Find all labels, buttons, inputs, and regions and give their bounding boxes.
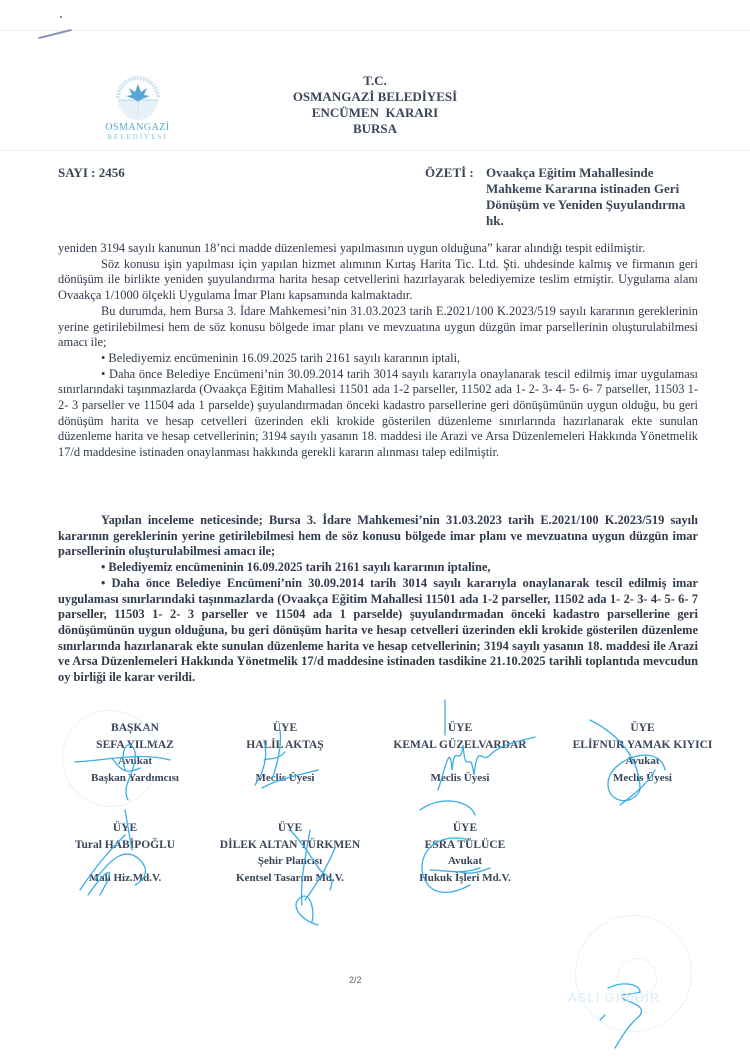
leaf-emblem-icon <box>112 72 164 122</box>
paragraph-bullet-cancel: • Belediyemiz encümeninin 16.09.2025 tarih 2161 sayılı kararının iptali, <box>101 350 461 365</box>
stamp-ring-chairman <box>62 710 159 807</box>
signatory-member-2 <box>375 720 545 786</box>
signatory-title <box>225 753 345 770</box>
signatory-title: Avukat <box>117 755 153 767</box>
signatory-role: BAŞKAN <box>111 722 159 734</box>
signatory-role: ÜYE <box>452 822 478 834</box>
signatory-member-3 <box>555 720 730 786</box>
paragraph-bullet-return: • Daha önce Belediye Encümeni’nin 30.09.2014 tarih 3014 sayılı kararıyla onaylanarak tescil edilmiş imar uygulaması sınırlarındaki taşınmazlarda (Ovaakça Eğitim Mahallesi 11501 ada 1-2 parseller, 11502 ada 1- 2- 3- 4- 5- 6- 7 parseller, 11503 1- 2- 3 parseller ve 11504 ada 1 parselde) şuyulandırmadan önceki kadastro parsellerine geri dönüşümünün uygun olduğu, bu geri dönüşüm harita ve hesap cetvelleri üzerinden ekli krokide gösterilen düzenleme sınırlarında hazırlanarak ekte sunulan düzenleme harita ve hesap cetvellerinin; 3194 sayılı yasanın 18. maddesi ile Arazi ve Arsa Düzenlemeleri Hakkında Yönetmelik 17/d maddesine istinaden onaylanması hakkında gerekli kararın alınması talep edilmiştir. <box>58 366 698 460</box>
signatory-title: Avukat <box>625 755 660 767</box>
decision-number: SAYI : 2456 <box>58 165 125 180</box>
header-line-city: BURSA <box>352 121 398 136</box>
signatory-role: ÜYE <box>277 822 303 834</box>
paragraph-continuation: yeniden 3194 sayılı kanunun 18’nci madde düzenlemesi yapılmasının uygun olduğuna” karar alındığı tespit edilmiştir. <box>58 241 646 255</box>
signatory-position: Hukuk İşleri Md.V. <box>419 871 511 884</box>
signatory-name: KEMAL GÜZELVARDAR <box>393 738 527 751</box>
header-line-title: ENCÜMEN KARARI <box>311 105 439 120</box>
decision-bullet-approve: • Daha önce Belediye Encümeni’nin 30.09.2014 tarih 3014 sayılı kararıyla onaylanarak tescil edilmiş imar uygulaması sınırlarındaki taşınmazlarda (Ovaakça Eğitim Mahallesi 11501 ada 1-2 parseller, 11502 ada 1- 2- 3- 4- 5- 6- 7 parseller, 11503 1- 2- 3 parseller ve 11504 ada 1 parselde) şuyulandırmadan önceki kadastro parsellerine geri dönüşümünün uygun olduğuna, bu geri dönüşüm harita ve hesap cetvelleri üzerinden ekli krokide gösterilen düzenleme sınırlarında hazırlanarak ekte sunulan düzenleme harita ve hesap cetvellerinin; 3194 sayılı yasanın 18. maddesi ile Arazi ve Arsa Düzenlemeleri Hakkında Yönetmelik 17/d maddesine istinaden tasdikine 21.10.2025 tarihli toplantıda mevcudun oy birliği ile karar verildi. <box>58 575 698 685</box>
body-paragraphs <box>58 241 698 461</box>
signatory-name: ESRA TÜLÜCE <box>424 838 506 851</box>
document-header <box>280 73 470 137</box>
signatory-position: Mali Hiz.Md.V. <box>88 871 162 884</box>
decision-intro: Yapılan inceleme neticesinde; Bursa 3. İdare Mahkemesi’nin 31.03.2023 tarih E.2021/100 K.2023/519 sayılı kararının gereklerinin yerine getirilebilmesi hem de söz konusu bölgede imar planı ve mevzuatına uygun düzgün imar parsellerinin oluşturulabilmesi amacı ile; <box>58 513 698 559</box>
decision-block <box>58 513 698 686</box>
pen-dot-mark <box>60 16 62 18</box>
signatory-title <box>60 853 190 870</box>
page-number: 2/2 <box>349 975 362 985</box>
signatory-position: Başkan Yardımcısı <box>91 771 179 784</box>
summary-label: ÖZETİ : <box>425 165 474 180</box>
signatory-name: Tural HABİPOĞLU <box>74 838 176 851</box>
signatory-position: Kentsel Tasarım Md.V. <box>236 871 344 884</box>
signatory-role: ÜYE <box>112 822 138 834</box>
logo-subtitle: BELEDİYESİ <box>107 133 168 141</box>
logo-name: OSMANGAZİ <box>105 122 170 133</box>
signatory-role: ÜYE <box>447 722 473 734</box>
signatory-title: Avukat <box>447 855 483 867</box>
signatory-title: Şehir Plancısı <box>257 855 323 867</box>
municipality-logo <box>100 72 175 152</box>
signatory-name: DİLEK ALTAN TÜRKMEN <box>219 838 361 851</box>
signatory-position: Meclis Üyesi <box>255 771 315 784</box>
signatory-title <box>375 753 545 770</box>
signatory-name: SEFA YILMAZ <box>96 738 174 751</box>
decision-bullet-cancel: • Belediyemiz encümeninin 16.09.2025 tarih 2161 sayılı kararının iptaline, <box>101 560 491 575</box>
signatory-role: ÜYE <box>272 722 298 734</box>
signatory-position: Meclis Üyesi <box>430 771 490 784</box>
signatory-role: ÜYE <box>630 722 655 734</box>
signatory-member-1 <box>225 720 345 786</box>
header-line-tc: T.C. <box>363 73 387 88</box>
paragraph-service: Söz konusu işin yapılması için yapılan hizmet alımının Kırtaş Harita Tic. Ltd. Şti. uhdesinde kalmış ve firmanın geri dönüşüm ile birlikte yeniden şuyulandırma harita hesap cetvellerini hazırlayarak belediyemize teslim etmiştir. Uygulama alanı Ovaakça 1/1000 ölçekli Uygulama İmar Planı kapsamında kalmaktadır. <box>58 256 698 303</box>
paragraph-situation: Bu durumda, hem Bursa 3. İdare Mahkemesi’nin 31.03.2023 tarih E.2021/100 K.2023/519 sayılı kararının gereklerinin yerine getirilebilmesi hem de söz konusu bölgede imar planı ve mevzuatına uygun düzgün imar parsellerinin oluşturulabilmesi amacı ile; <box>58 303 698 350</box>
summary-text: Ovaakça Eğitim Mahallesinde Mahkeme Kararına istinaden Geri Dönüşüm ve Yeniden Şuyulandırma hk. <box>486 165 686 228</box>
signatory-name: HALİL AKTAŞ <box>246 738 324 751</box>
scan-artifact-line <box>0 30 750 31</box>
signatory-member-5 <box>210 820 370 886</box>
signatory-member-4 <box>60 820 190 886</box>
certified-copy-text: ASLI GİBİDİR <box>568 990 661 1005</box>
header-line-municipality: OSMANGAZİ BELEDİYESİ <box>292 89 458 104</box>
signatory-name: ELİFNUR YAMAK KIYICI <box>572 738 713 751</box>
signatory-member-6 <box>405 820 525 886</box>
signatory-position: Meclis Üyesi <box>613 771 672 784</box>
